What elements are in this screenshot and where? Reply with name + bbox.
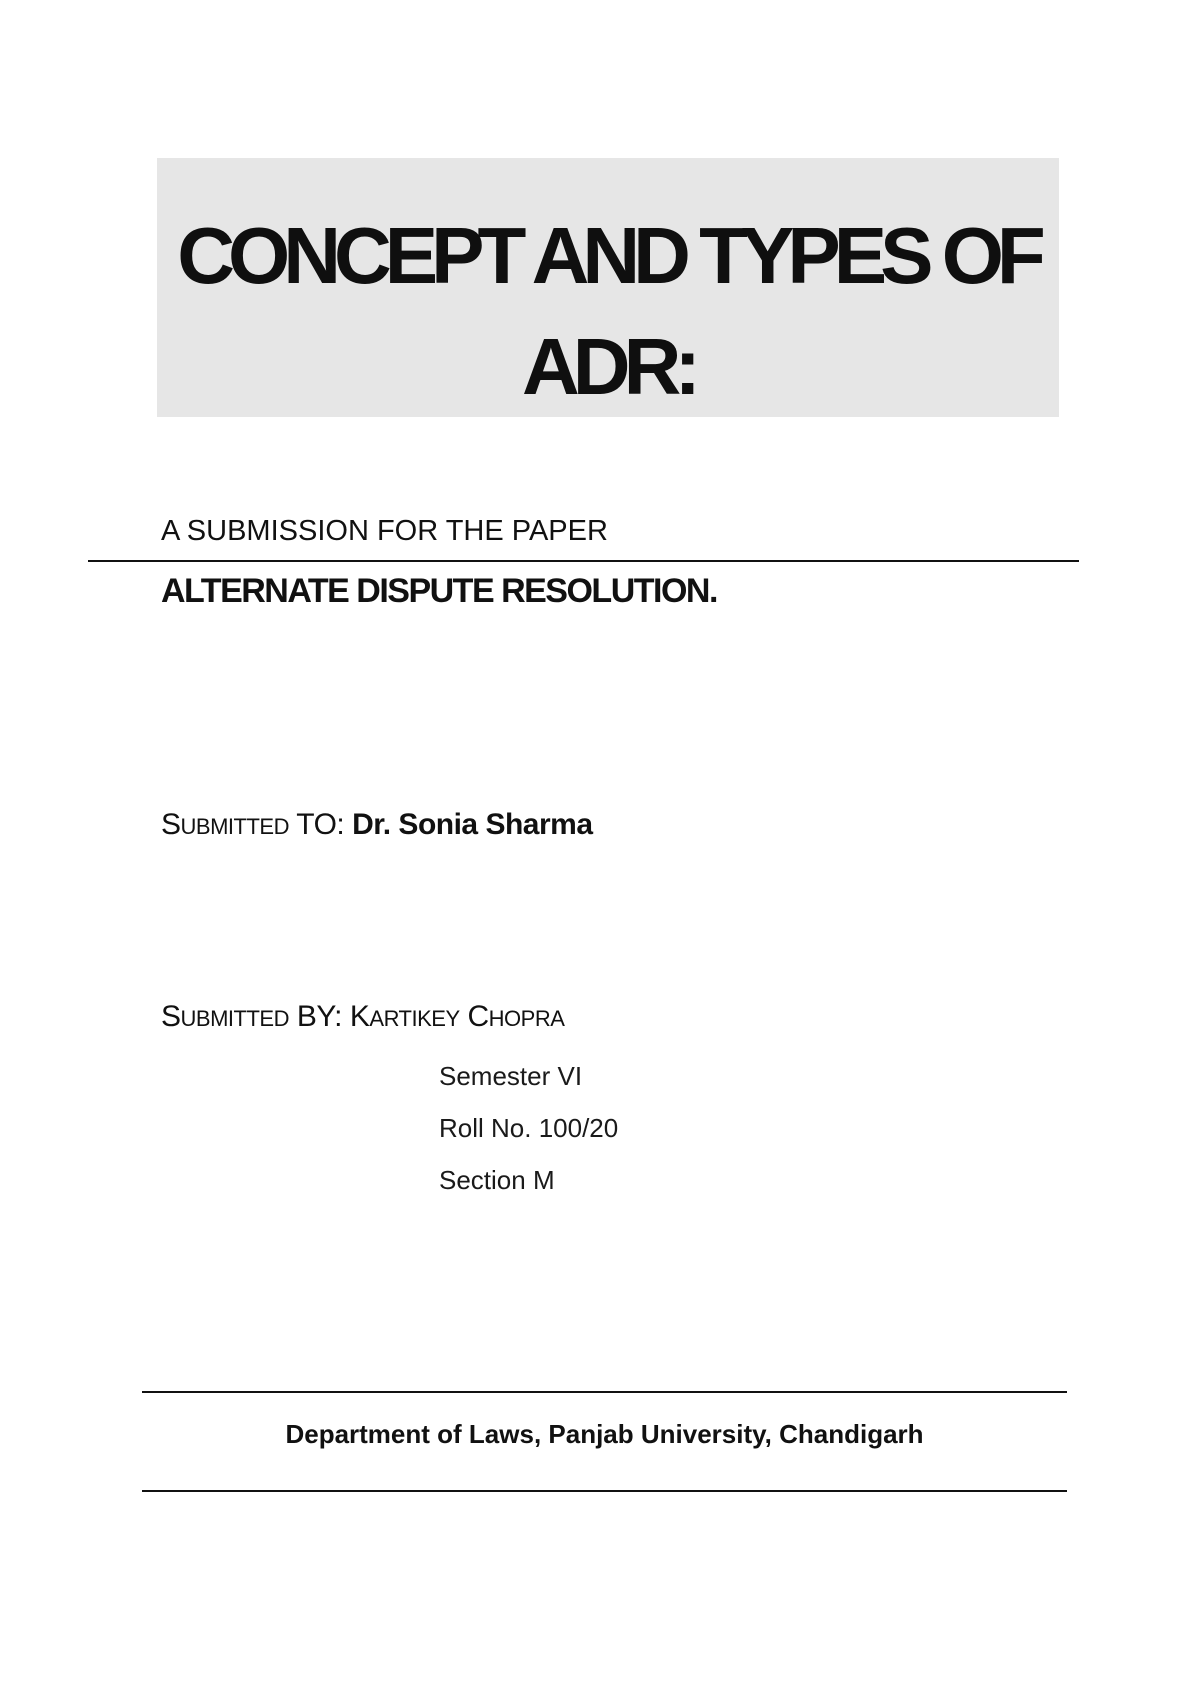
submitted-by-line (161, 1000, 564, 1034)
submitted-by-label: SUBMITTED BY: (161, 1000, 343, 1033)
semester-detail: Semester VI (439, 1061, 583, 1091)
roll-number-detail: Roll No. 100/20 (439, 1113, 619, 1143)
submission-label: A SUBMISSION FOR THE PAPER (161, 515, 608, 547)
department-footer: Department of Laws, Panjab University, Chandigarh (285, 1419, 924, 1449)
title-line-1: CONCEPT AND TYPES OF (177, 211, 1039, 300)
submitted-to-line (161, 808, 593, 842)
section-detail: Section M (439, 1165, 555, 1195)
student-name: KARTIKEY CHOPRA (349, 1000, 565, 1033)
paper-name: ALTERNATE DISPUTE RESOLUTION. (161, 572, 717, 610)
divider-line (88, 560, 1079, 562)
title-box (157, 158, 1059, 417)
supervisor-name: Dr. Sonia Sharma (352, 808, 593, 841)
title-line-2: ADR: (522, 322, 694, 411)
footer-divider-bottom (142, 1490, 1067, 1492)
submitted-to-label: SUBMITTED TO: (161, 808, 345, 841)
footer-divider-top (142, 1391, 1067, 1393)
student-details (439, 1050, 618, 1206)
